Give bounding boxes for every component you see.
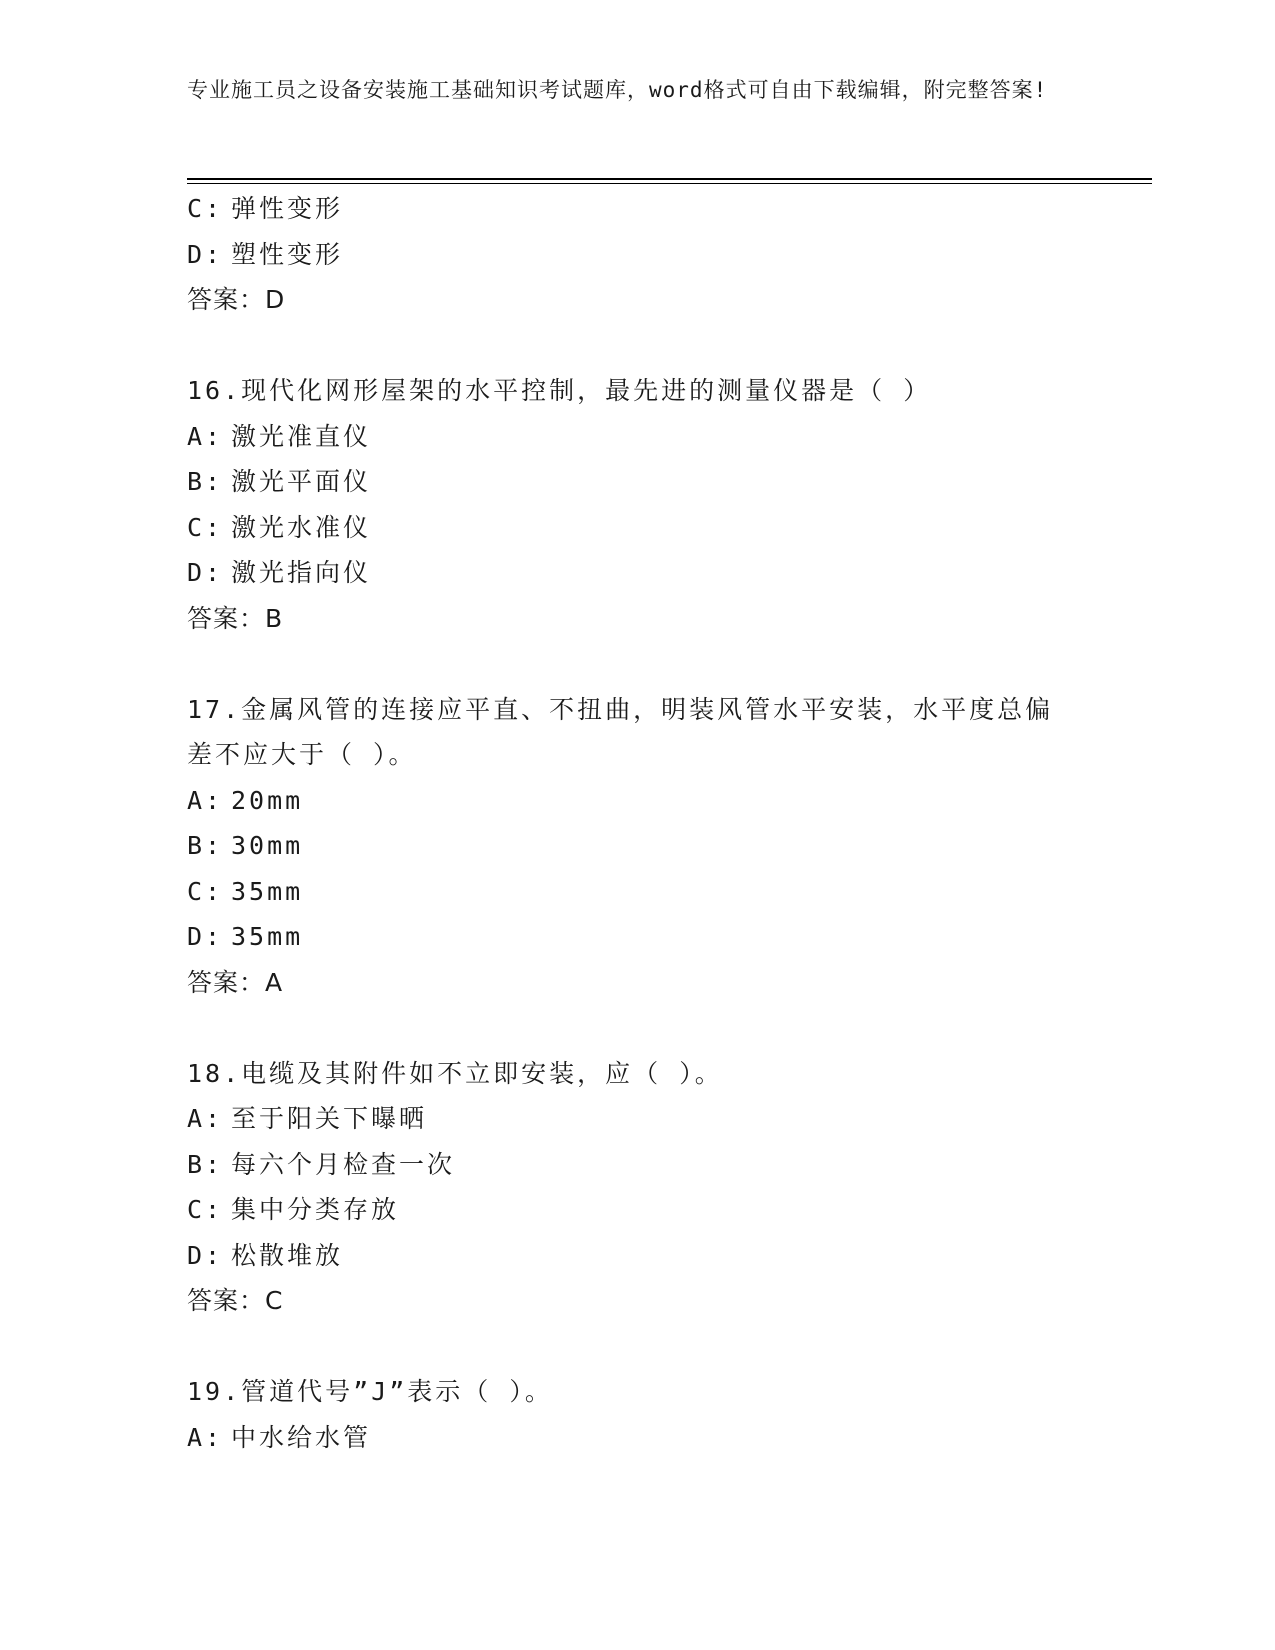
answer-line: 答案：C	[187, 1286, 284, 1315]
answer-line: 答案：B	[187, 603, 284, 633]
question-18	[187, 1051, 1067, 1324]
question-17	[187, 687, 1067, 1006]
question-text: 18.电缆及其附件如不立即安装，应（ ）。	[187, 1058, 723, 1088]
question-partial	[187, 186, 1067, 323]
option-d: D: 塑性变形	[187, 239, 344, 269]
option-a: A: 20mm	[187, 785, 304, 815]
option-c: C: 弹性变形	[187, 194, 344, 223]
option-d: D: 35mm	[187, 922, 304, 951]
option-a: A: 激光准直仪	[187, 421, 372, 451]
option-b: B: 30mm	[187, 831, 304, 860]
question-list	[187, 186, 1067, 1460]
header-title: 专业施工员之设备安装施工基础知识考试题库，word格式可自由下载编辑，附完整答案!	[187, 78, 1048, 102]
header-divider-thin	[187, 183, 1152, 184]
option-d: D: 松散堆放	[187, 1240, 344, 1270]
option-c: C: 35mm	[187, 876, 304, 906]
option-a: A: 至于阳关下曝晒	[187, 1104, 428, 1133]
option-b: B: 每六个月检查一次	[187, 1149, 456, 1179]
answer-line: 答案：D	[187, 285, 286, 314]
option-c: C: 激光水准仪	[187, 512, 372, 542]
option-b: B: 激光平面仪	[187, 467, 372, 496]
question-text: 19.管道代号”J”表示（ ）。	[187, 1377, 553, 1406]
question-19	[187, 1369, 1067, 1460]
document-header	[187, 74, 1067, 107]
question-16	[187, 368, 1067, 641]
option-d: D: 激光指向仪	[187, 558, 372, 587]
header-divider-thick	[187, 178, 1152, 180]
question-text: 16.现代化网形屋架的水平控制，最先进的测量仪器是（ ）	[187, 376, 932, 405]
option-a: A: 中水给水管	[187, 1422, 372, 1452]
option-c: C: 集中分类存放	[187, 1195, 400, 1224]
question-text: 17.金属风管的连接应平直、不扭曲，明装风管水平安装，水平度总偏差不应大于（ ）。	[187, 694, 1054, 769]
answer-line: 答案：A	[187, 967, 284, 997]
